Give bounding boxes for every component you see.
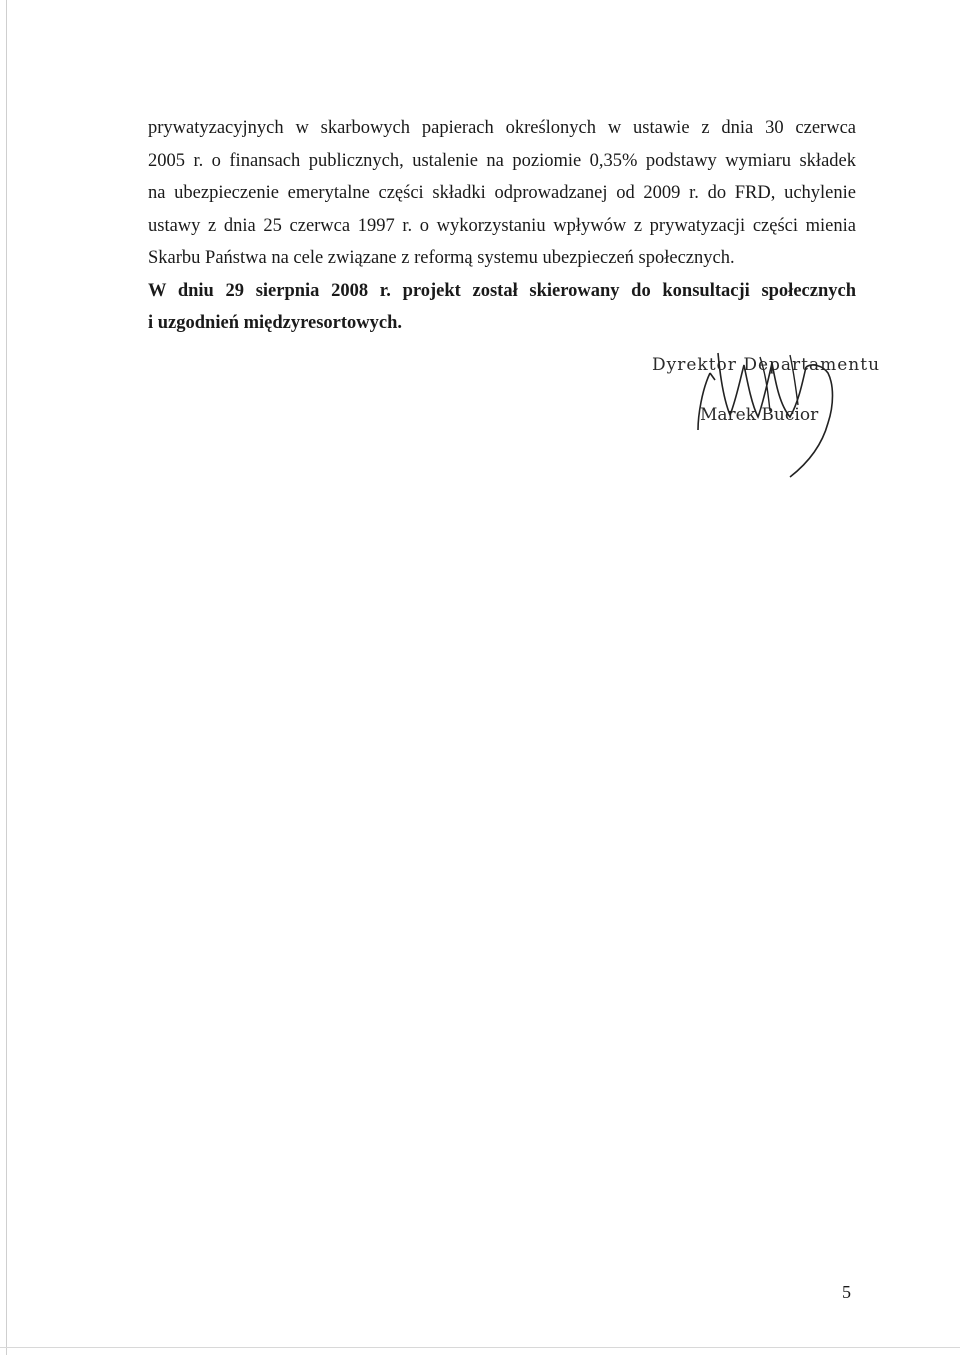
stamp-title: Dyrektor Departamentu — [652, 355, 881, 375]
bold-line-1: W dniu 29 sierpnia 2008 r. projekt został skierowany do konsultacji społecznych — [148, 280, 856, 301]
scan-edge-left — [6, 0, 7, 1355]
paragraph-line-2: 2005 r. o finansach publicznych, ustalenie na poziomie 0,35% podstawy wymiaru składek — [148, 150, 856, 171]
stamp-name: Marek Bucior — [700, 405, 819, 425]
body-text — [148, 112, 856, 340]
paragraph-line-1: prywatyzacyjnych w skarbowych papierach określonych w ustawie z dnia 30 czerwca — [148, 118, 856, 138]
paragraph-line-5: Skarbu Państwa na cele związane z reformą systemu ubezpieczeń społecznych. — [148, 248, 735, 268]
handwritten-signature — [640, 345, 870, 495]
paragraph-line-3: na ubezpieczenie emerytalne części składki odprowadzanej od 2009 r. do FRD, uchylenie — [148, 183, 856, 203]
paragraph-line-4: ustawy z dnia 25 czerwca 1997 r. o wykorzystaniu wpływów z prywatyzacji części mienia — [148, 215, 856, 236]
signature-stamp — [640, 345, 881, 495]
page-number: 5 — [842, 1282, 851, 1302]
bold-line-2: i uzgodnień międzyresortowych. — [148, 313, 403, 333]
scan-edge-bottom — [0, 1347, 960, 1348]
